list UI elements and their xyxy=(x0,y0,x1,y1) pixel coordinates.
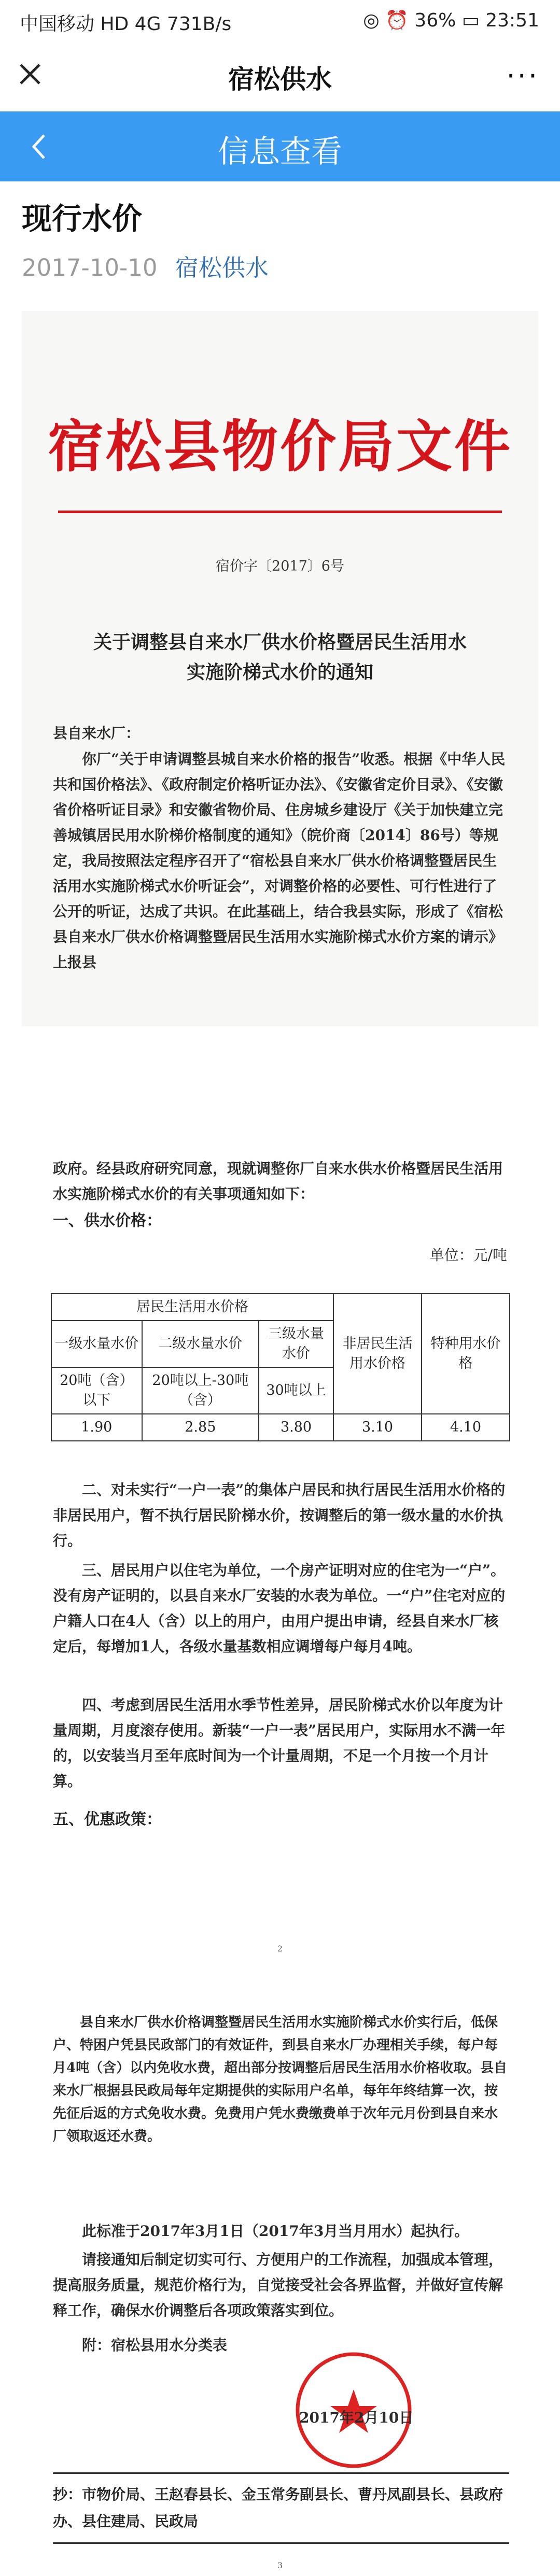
status-left: 中国移动 HD 4G 731B/s xyxy=(20,13,232,35)
document-page-3 xyxy=(22,2011,538,2576)
paragraph-1: 你厂“关于申请调整县城自来水价格的报告”收悉。根据《中华人民共和国价格法》、《政府制定价格听证办法》、《安徽省定价目录》、《安徽省价格听证目录》和安徽省物价局、住房城乡建设厅《关于加快建立完善城镇居民用水阶梯价格制度的通知》（皖价商〔2014〕86号）等规定，我局按照法定程序召开了“宿松县自来水厂供水价格调整暨居民生活用水实施阶梯式水价听证会”，对调整价格的必要性、可行性进行了公开的听证，达成了共识。在此基础上，结合我县实际，形成了《宿松县自来水厂供水价格调整暨居民生活用水实施阶梯式水价方案的请示》上报县 xyxy=(53,751,506,971)
table-header-residential: 居民生活用水价格 xyxy=(51,1294,333,1321)
paragraph-4: 四、考虑到居民生活用水季节性差异，居民阶梯式水价以年度为计量周期，月度滚存使用。新装“一户一表”居民用户，实际用水不满一年的，以安装当月至年底时间为一个计量周期，不足一个月按一个月计算。 xyxy=(53,1696,506,1790)
table-price-1: 1.90 xyxy=(51,1414,142,1441)
article-meta xyxy=(22,249,269,282)
table-price-special: 4.10 xyxy=(422,1414,510,1441)
table-tier-3: 三级水量水价 xyxy=(259,1321,333,1367)
signing-date: 2017年2月10日 xyxy=(299,2409,414,2426)
page-title: 宿松供水 xyxy=(228,64,332,94)
table-price-3: 3.80 xyxy=(259,1414,333,1441)
more-menu-icon[interactable]: ··· xyxy=(506,60,539,92)
article-date: 2017-10-10 xyxy=(22,254,158,281)
table-header-special: 特种用水价格 xyxy=(422,1294,510,1414)
status-bar xyxy=(0,0,560,39)
red-rule xyxy=(58,511,502,513)
doc-number: 宿价字〔2017〕6号 xyxy=(216,558,344,574)
paragraph-1-continued: 政府。经县政府研究同意，现就调整你厂自来水供水价格暨居民生活用水实施阶梯式水价的有关事项通知如下： xyxy=(53,1160,503,1202)
article-source-link[interactable]: 宿松供水 xyxy=(175,254,269,281)
table-header-nonresidential: 非居民生活用水价格 xyxy=(333,1294,422,1414)
masthead: 宿松县物价局文件 xyxy=(47,414,512,479)
article-title: 现行水价 xyxy=(22,201,143,236)
status-right: ◎ ⏰ 36% ▭ 23:51 xyxy=(363,10,539,31)
table-tier-1: 一级水量水价 xyxy=(51,1321,142,1367)
attachment-line: 附：宿松县用水分类表 xyxy=(82,2337,228,2354)
nav-title: 信息查看 xyxy=(218,134,342,170)
section-5-heading: 五、优惠政策： xyxy=(53,1810,162,1829)
table-tier-2: 二级水量水价 xyxy=(142,1321,259,1367)
addressee: 县自来水厂： xyxy=(53,725,141,742)
price-table xyxy=(51,1293,510,1441)
document-page-1 xyxy=(22,311,538,1026)
page-number-3: 3 xyxy=(277,2560,283,2570)
notice-title-line-2: 实施阶梯式水价的通知 xyxy=(186,661,373,683)
table-price-nonresidential: 3.10 xyxy=(333,1414,422,1441)
cc-list: 抄：市物价局、王赵春县长、金玉常务副县长、曹丹凤副县长、县政府办、县住建局、民政局 xyxy=(53,2472,509,2544)
notice-title-line-1: 关于调整县自来水厂供水价格暨居民生活用水 xyxy=(93,631,467,653)
section-1-heading: 一、供水价格： xyxy=(53,1212,162,1230)
paragraph-2: 二、对未实行“一户一表”的集体户居民和执行居民生活用水价格的非居民用户，暂不执行居民阶梯水价，按调整后的第一级水量的水价执行。 xyxy=(53,1481,506,1549)
document-page-2 xyxy=(22,1088,538,1970)
nav-bar xyxy=(0,111,560,181)
paragraph-5: 县自来水厂供水价格调整暨居民生活用水实施阶梯式水价实行后，低保户、特困户凭县民政部门的有效证件，到县自来水厂办理相关手续，每户每月4吨（含）以内免收水费，超出部分按调整后居民生活用水价格收取。县自来水厂根据县民政局每年定期提供的实际用户名单，每年年终结算一次，按先征后返的方式免收水费。免费用户凭水费缴费单于次年元月份到县自来水厂领取返还水费。 xyxy=(53,2015,508,2144)
paragraph-3: 三、居民用户以住宅为单位，一个房产证明对应的住宅为一“户”。没有房产证明的，以县自来水厂安装的水表为单位。一“户”住宅对应的户籍人口在4人（含）以上的用户，由用户提出申请，经县自来水厂核定后，每增加1人，各级水量基数相应调增每户每月4吨。 xyxy=(53,1562,506,1655)
title-bar xyxy=(0,39,560,111)
table-range-3: 30吨以上 xyxy=(259,1367,333,1414)
page-number-2: 2 xyxy=(277,1944,283,1954)
price-unit: 单位：元/吨 xyxy=(429,1247,507,1264)
paragraph-6: 此标准于2017年3月1日（2017年3月当月用水）起执行。 xyxy=(82,2223,469,2240)
table-price-2: 2.85 xyxy=(142,1414,259,1441)
table-range-1: 20吨（含）以下 xyxy=(51,1367,142,1414)
table-range-2: 20吨以上-30吨（含） xyxy=(142,1367,259,1414)
paragraph-7: 请接通知后制定切实可行、方便用户的工作流程，加强成本管理，提高服务质量，规范价格行为，自觉接受社会各界监督，并做好宣传解释工作，确保水价调整后各项政策落实到位。 xyxy=(53,2251,503,2319)
